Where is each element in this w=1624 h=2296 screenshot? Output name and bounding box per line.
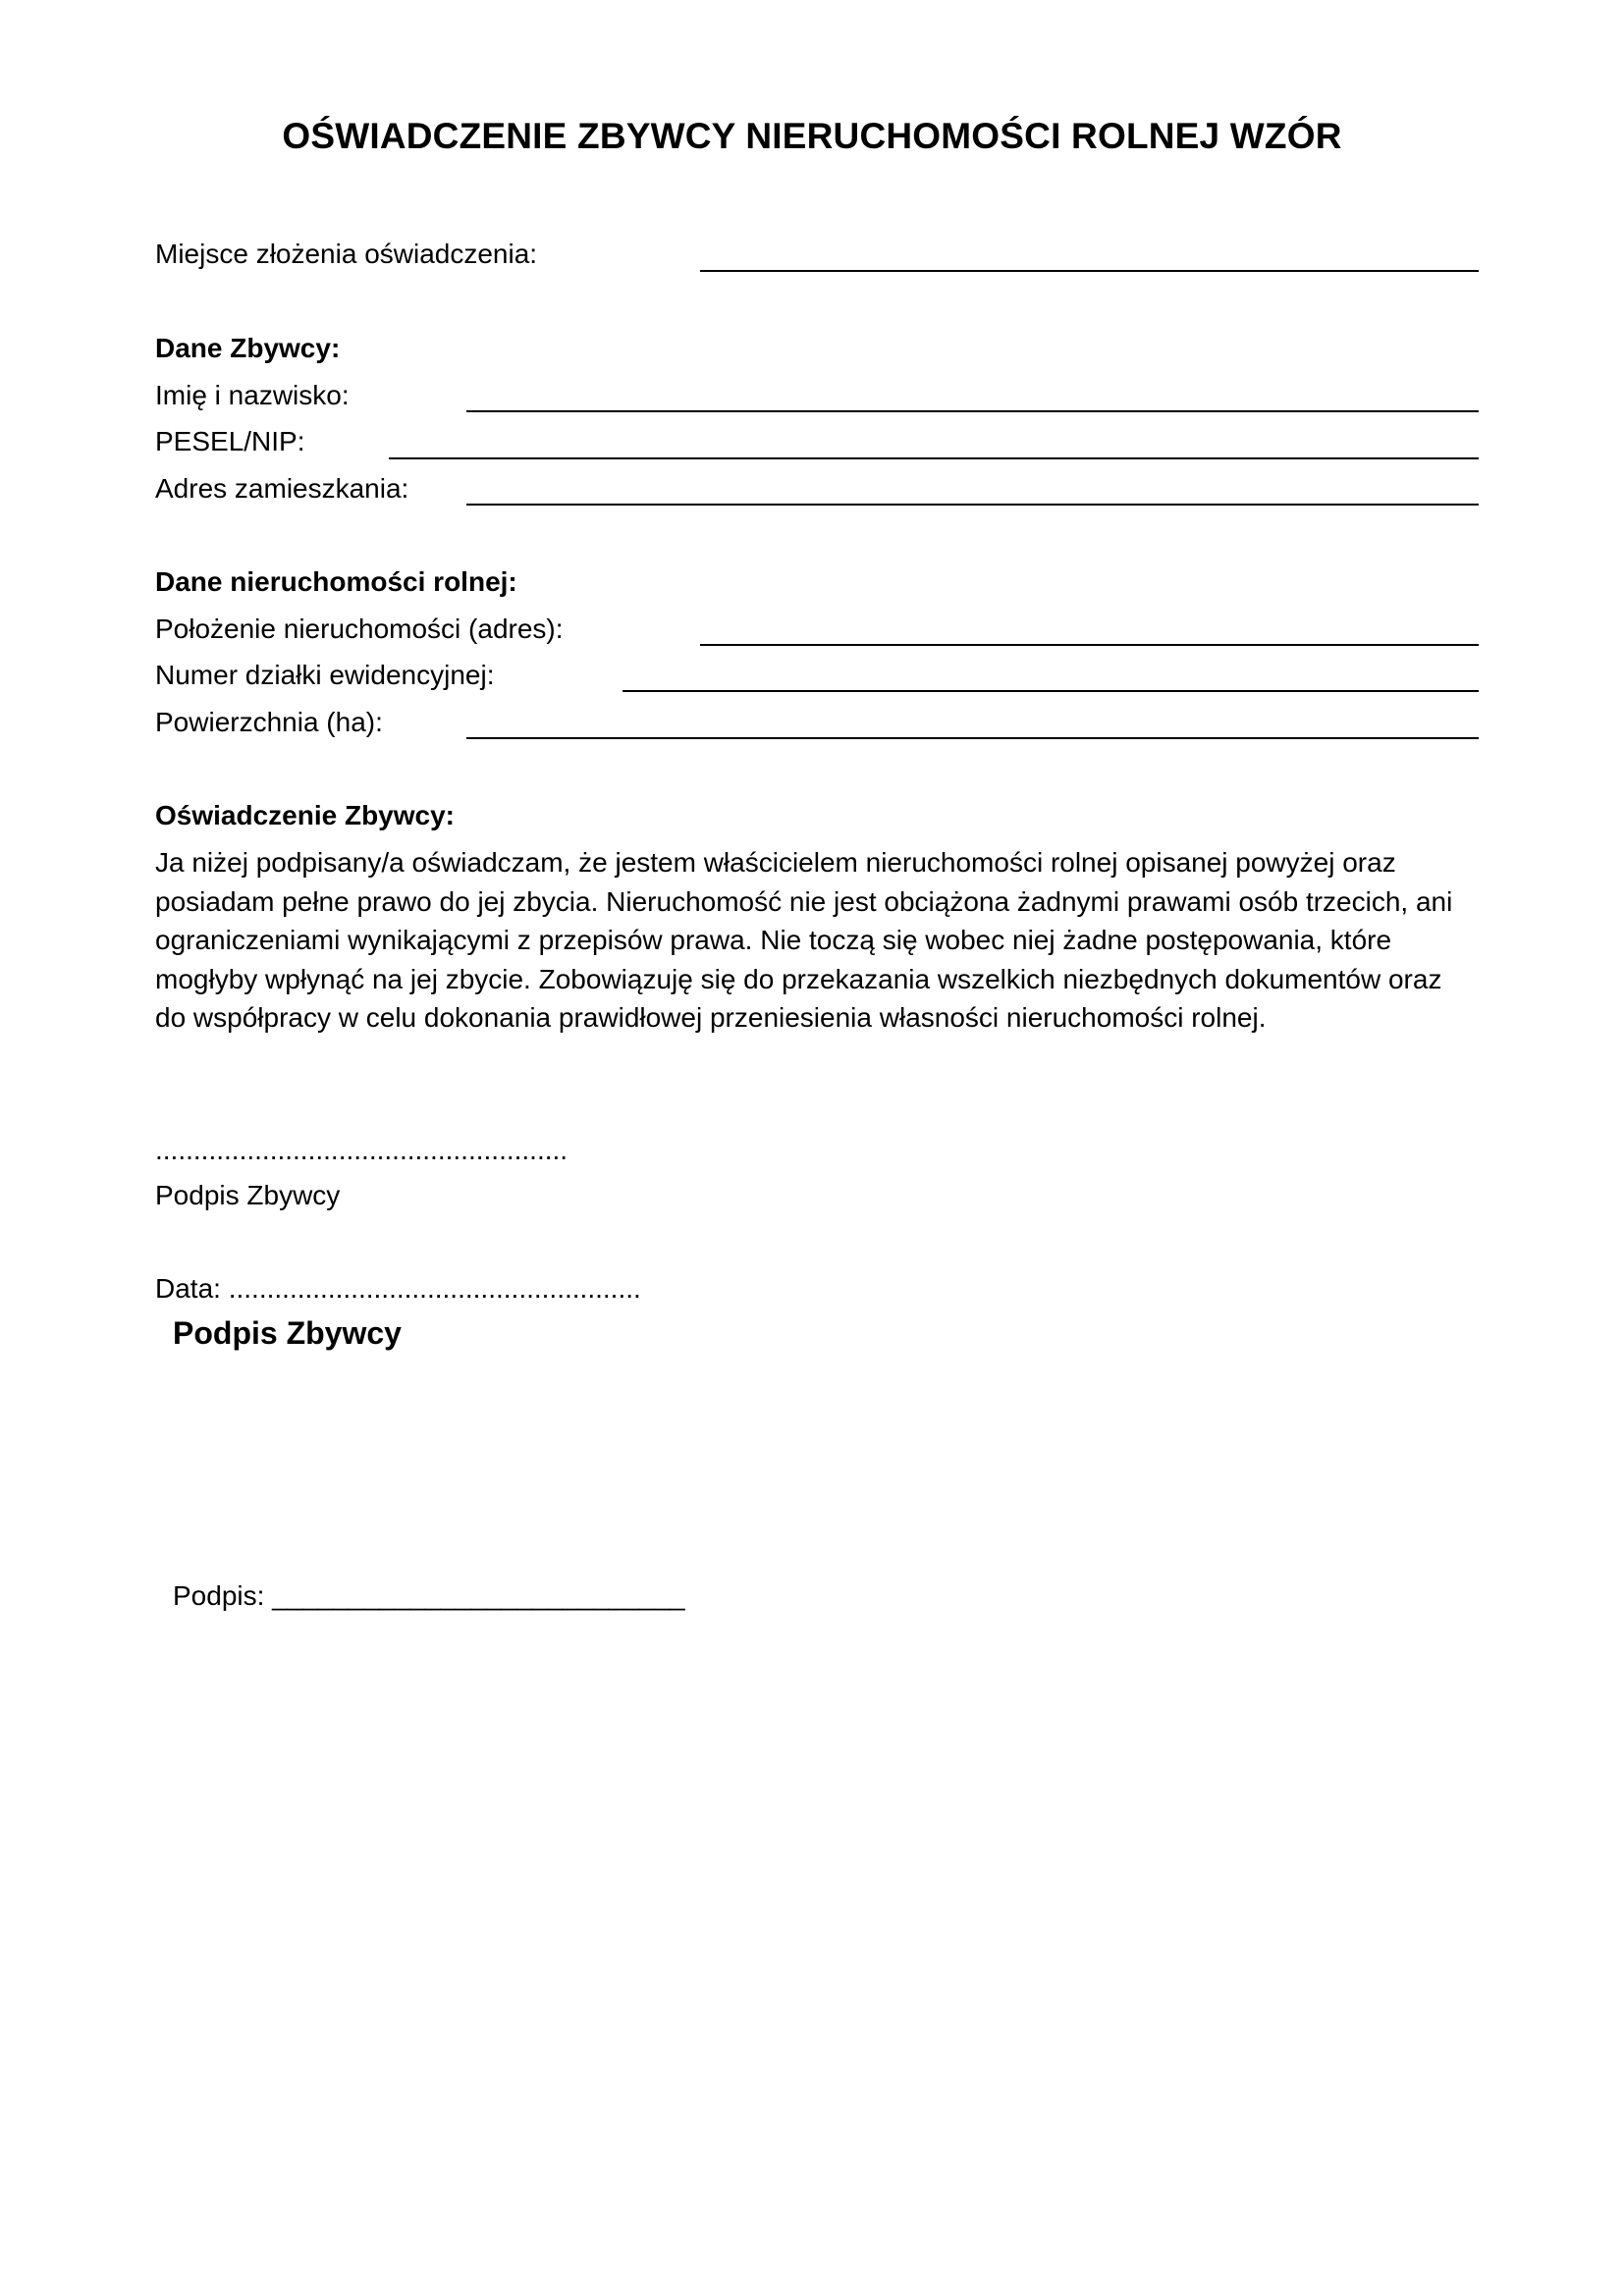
signature-bold-label: Podpis Zbywcy — [173, 1315, 402, 1351]
pesel-field-line[interactable] — [389, 457, 1479, 459]
name-label: Imię i nazwisko: — [155, 380, 350, 410]
plot-label: Numer działki ewidencyjnej: — [155, 660, 495, 690]
area-field-line[interactable] — [466, 737, 1479, 739]
seller-heading: Dane Zbywcy: — [155, 333, 341, 363]
statement-body: Ja niżej podpisany/a oświadczam, że jestem właścicielem nieruchomości rolnej opisanej powyżej oraz posiadam pełne prawo do jej zbycia. Nieruchomość nie jest obciążona żadnymi prawami osób trzecich, ani ograniczeniami wynikającymi z przepisów prawa. Nie toczą się wobec niej żadne postępowania, które mogłyby wpłynąć na jej zbycie. Zobowiązuję się do przekazania wszelkich niezbędnych dokumentów oraz do współpracy w celu dokonania prawidłowej przeniesienia własności nieruchomości rolnej. — [155, 847, 1453, 1033]
signature-dots[interactable]: ...................................................... — [155, 1135, 568, 1165]
place-label: Miejsce złożenia oświadczenia: — [155, 239, 538, 269]
location-label: Położenie nieruchomości (adres): — [155, 614, 564, 644]
name-field-line[interactable] — [466, 410, 1479, 412]
area-label: Powierzchnia (ha): — [155, 707, 383, 737]
pesel-label: PESEL/NIP: — [155, 426, 305, 456]
place-field-line[interactable] — [700, 270, 1479, 272]
date-line[interactable]: Data: ...................................................... — [155, 1273, 641, 1304]
property-heading: Dane nieruchomości rolnej: — [155, 566, 517, 597]
address-label: Adres zamieszkania: — [155, 473, 409, 504]
location-field-line[interactable] — [700, 644, 1479, 646]
signature-label: Podpis Zbywcy — [155, 1180, 341, 1210]
sign-line[interactable]: Podpis: ___________________________ — [173, 1580, 685, 1611]
statement-heading: Oświadczenie Zbywcy: — [155, 800, 455, 830]
address-field-line[interactable] — [466, 504, 1479, 506]
plot-field-line[interactable] — [623, 690, 1479, 692]
document-title: OŚWIADCZENIE ZBYWCY NIERUCHOMOŚCI ROLNEJ WZÓR — [282, 116, 1342, 156]
